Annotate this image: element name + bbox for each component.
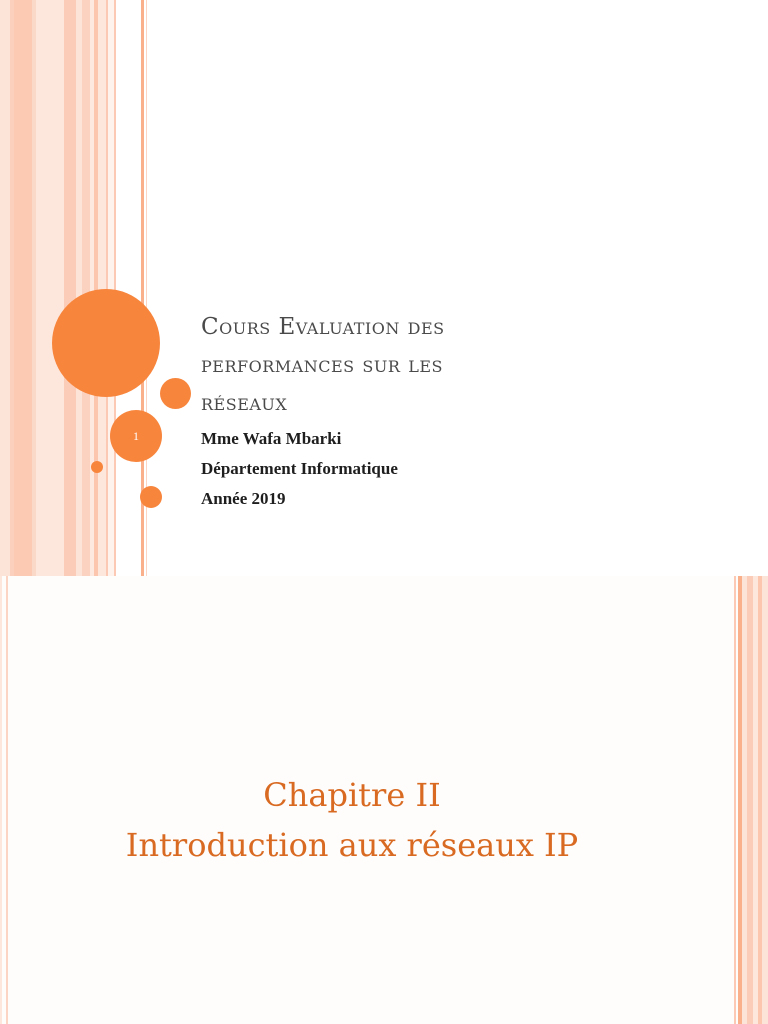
decorative-circle-small: [160, 378, 191, 409]
year: Année 2019: [201, 489, 286, 508]
author-name: Mme Wafa Mbarki: [201, 429, 342, 448]
decorative-stripe: [36, 0, 64, 576]
slide-2: [0, 576, 768, 1024]
decorative-stripe: [82, 0, 90, 576]
decorative-stripe: [98, 0, 106, 576]
title-line: réseaux: [201, 390, 288, 416]
page-number: 1: [133, 428, 139, 443]
slide-2-title: [0, 770, 704, 870]
decorative-stripe: [0, 0, 10, 576]
department: Département Informatique: [201, 459, 398, 478]
chapter-label: Chapitre II: [263, 776, 441, 814]
slide-1-subtitle: [201, 424, 398, 514]
decorative-circle-small: [140, 486, 162, 508]
decorative-stripe: [14, 0, 32, 576]
decorative-stripe: [762, 576, 768, 1024]
decorative-stripe: [114, 0, 116, 576]
decorative-stripe: [64, 0, 76, 576]
slide-1-title: [201, 308, 721, 422]
chapter-title: Introduction aux réseaux IP: [125, 826, 579, 864]
decorative-stripe: [734, 576, 736, 1024]
title-line: Cours Evaluation des: [201, 314, 445, 340]
decorative-circle-tiny: [91, 461, 103, 473]
decorative-circle-large: [52, 289, 160, 397]
title-line: performances sur les: [201, 352, 443, 378]
page-number-badge: [110, 410, 162, 462]
